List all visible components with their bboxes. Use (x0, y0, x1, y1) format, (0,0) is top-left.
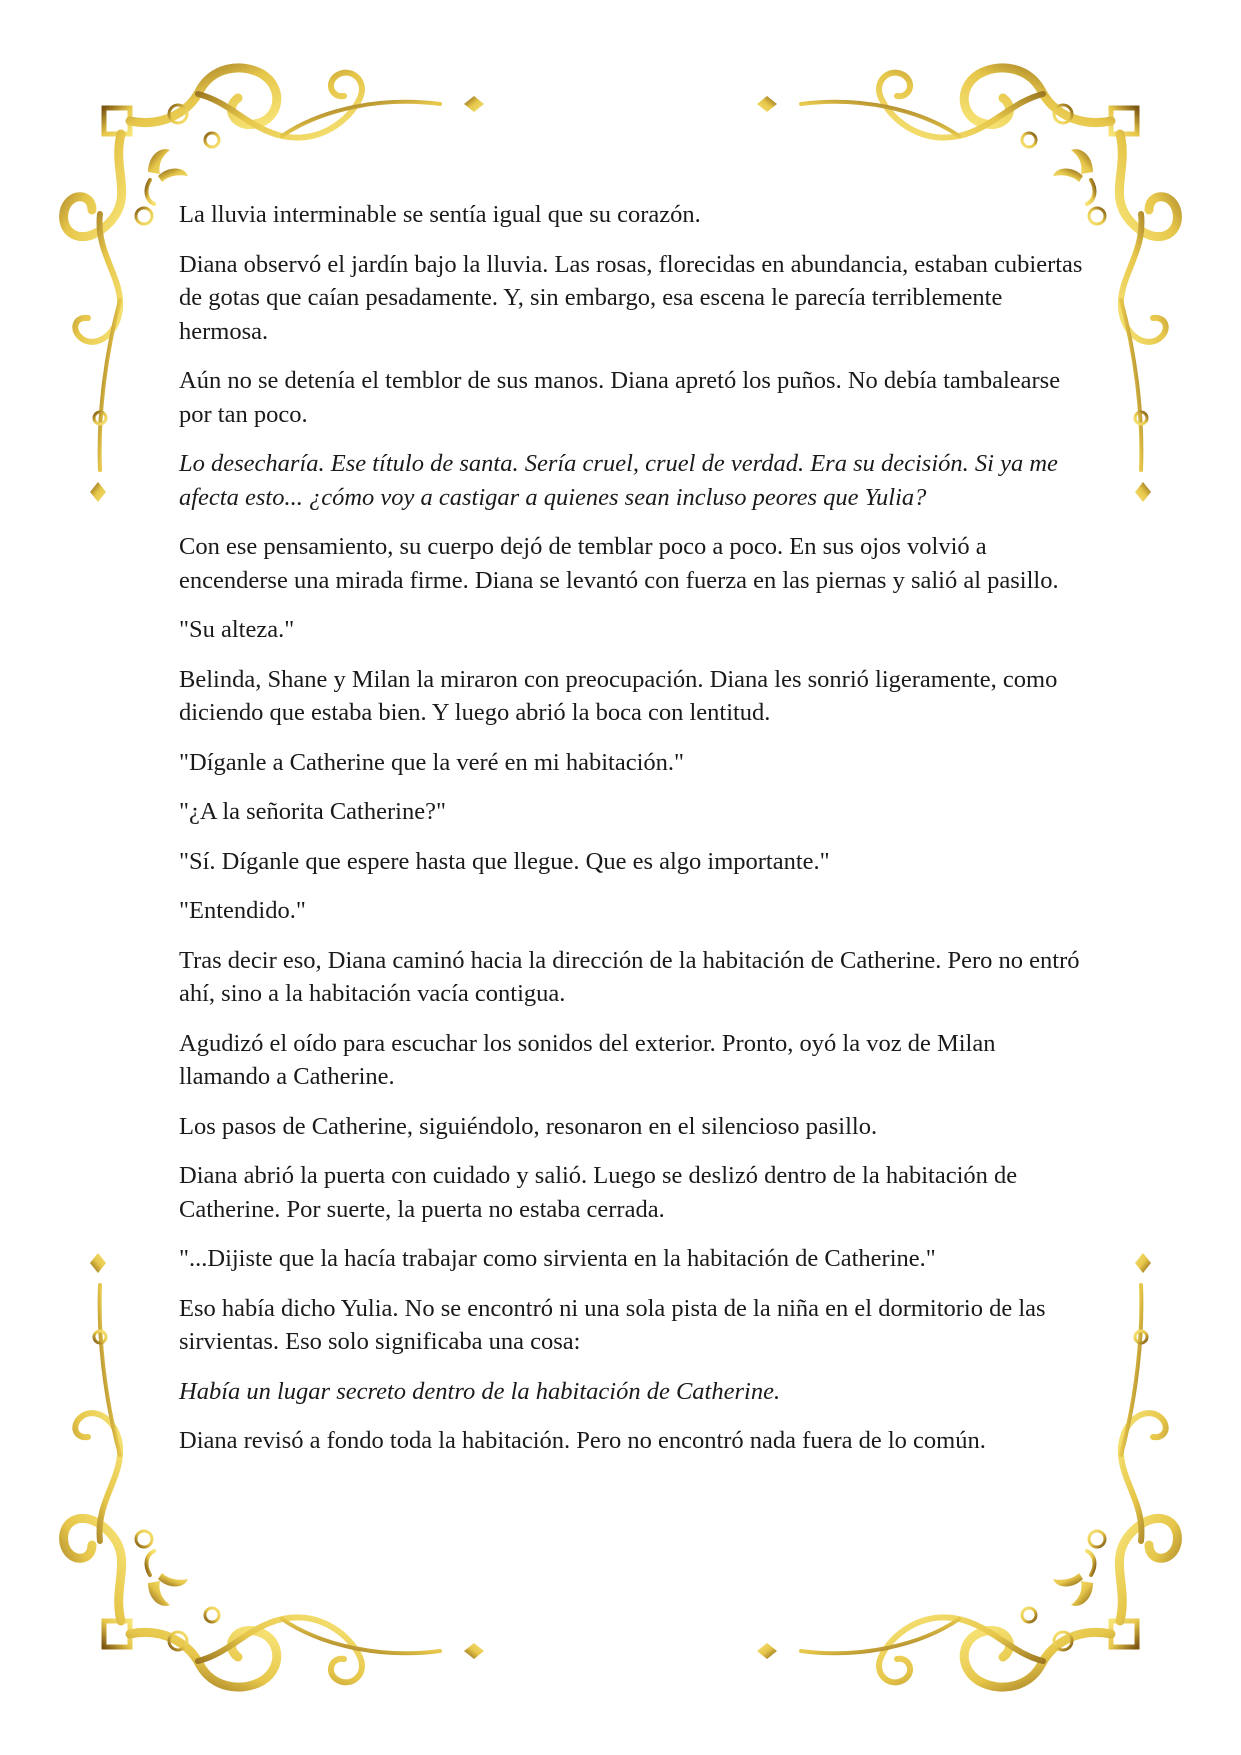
paragraph: Los pasos de Catherine, siguiéndolo, resonaron en el silencioso pasillo. (179, 1112, 878, 1140)
paragraph: "Sí. Díganle que espere hasta que llegue. Que es algo importante." (179, 847, 830, 875)
paragraph: "¿A la señorita Catherine?" (179, 798, 446, 825)
paragraph: Diana abrió la puerta con cuidado y salió. Luego se deslizó dentro de la habitación de Catherine. Por suerte, la puerta no estaba cerrada. (179, 1162, 1018, 1223)
document-body (179, 198, 1084, 1474)
paragraph: Había un lugar secreto dentro de la habitación de Catherine. (179, 1377, 781, 1405)
paragraph: Belinda, Shane y Milan la miraron con preocupación. Diana les sonrió ligeramente, como diciendo que estaba bien. Y luego abrió la boca con lentitud. (179, 665, 1058, 726)
paragraph: Lo desecharía. Ese título de santa. Sería cruel, cruel de verdad. Era su decisión. Si ya me afecta esto... ¿cómo voy a castigar a quienes sean incluso peores que Yulia? (179, 450, 1058, 511)
paragraph: Diana revisó a fondo toda la habitación. Pero no encontró nada fuera de lo común. (179, 1427, 986, 1454)
paragraph: Agudizó el oído para escuchar los sonidos del exterior. Pronto, oyó la voz de Milan llamando a Catherine. (179, 1029, 996, 1090)
paragraph: Diana observó el jardín bajo la lluvia. Las rosas, florecidas en abundancia, estaban cubiertas de gotas que caían pesadamente. Y, sin embargo, esa escena le parecía terriblemente hermosa. (179, 250, 1083, 345)
paragraph: Tras decir eso, Diana caminó hacia la dirección de la habitación de Catherine. Pero no entró ahí, sino a la habitación vacía contigua. (179, 946, 1080, 1007)
paragraph: "Díganle a Catherine que la veré en mi habitación." (179, 748, 685, 776)
paragraph: "Entendido." (179, 897, 306, 924)
paragraph: Eso había dicho Yulia. No se encontró ni una sola pista de la niña en el dormitorio de las sirvientas. Eso solo significaba una cosa: (179, 1294, 1046, 1355)
paragraph: "...Dijiste que la hacía trabajar como sirvienta en la habitación de Catherine." (179, 1245, 936, 1272)
paragraph: Aún no se detenía el temblor de sus manos. Diana apretó los puños. No debía tambalearse por tan poco. (179, 367, 1061, 428)
paragraph: La lluvia interminable se sentía igual que su corazón. (179, 201, 701, 228)
paragraph: "Su alteza." (179, 616, 295, 643)
paragraph: Con ese pensamiento, su cuerpo dejó de temblar poco a poco. En sus ojos volvió a encenderse una mirada firme. Diana se levantó con fuerza en las piernas y salió al pasillo. (179, 533, 1059, 594)
